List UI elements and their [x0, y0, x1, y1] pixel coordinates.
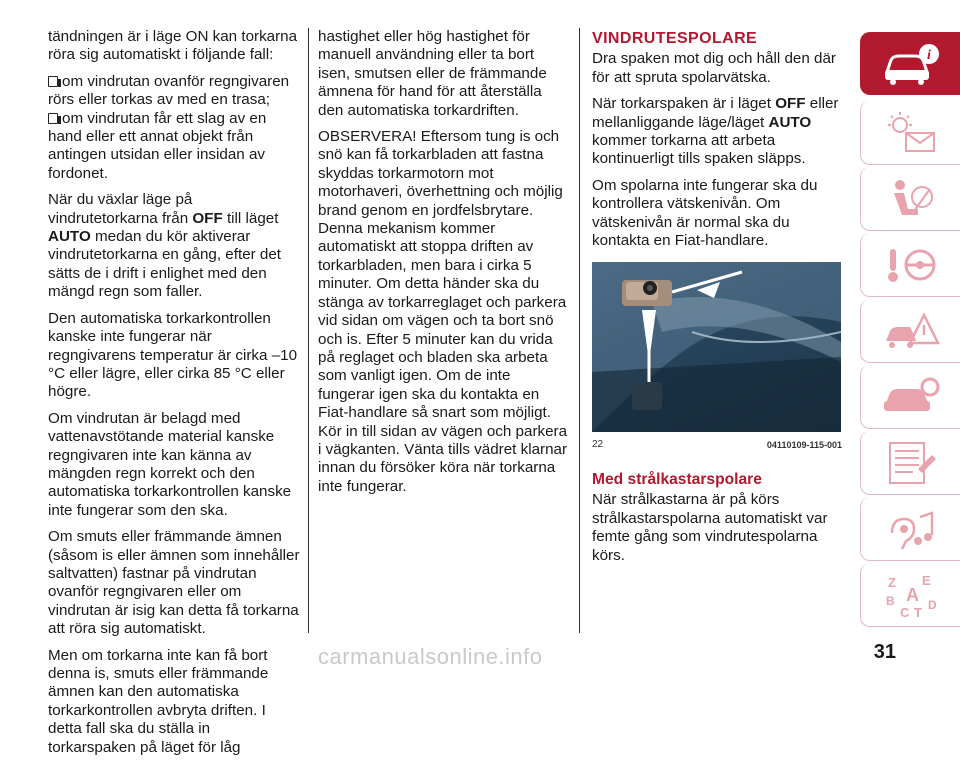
paragraph: Men om torkarna inte kan få bort denna is, smuts eller främmande ämnen kan den automatiska torkarkontrollen avbryta driften. I detta fall ska du ställa in torkarspaken på läget för låg: [48, 646, 269, 756]
paragraph: Om smuts eller främmande ämnen (såsom is eller ämnen som innehåller saltvatten) fastnar på vindrutan ovanför regngivaren eller om vindrutan är isig kan detta få torkarna att röra sig automatiskt.: [48, 528, 300, 638]
column-divider-2: [579, 28, 580, 633]
tab-index[interactable]: [860, 563, 960, 627]
figure-number: 22: [592, 439, 604, 451]
car-info-icon: [877, 40, 943, 88]
multimedia-icon: [878, 505, 944, 553]
auto-label: AUTO: [768, 113, 812, 131]
bullet-icon: [48, 113, 58, 124]
text-column-1: [48, 28, 300, 765]
off-label: OFF: [775, 95, 806, 113]
paragraph: När du växlar läge på vindrutetorkarna från OFF till läget AUTO medan du kör aktiverar vindrutetorkarna en gång, efter det sätts de i drift i enlighet med den mängd regn som faller.: [48, 191, 282, 301]
warning-lights-icon: [878, 109, 944, 157]
subheading: Med strålkastarspolare: [592, 470, 762, 488]
chapter-tabs: [856, 32, 960, 629]
tab-maintenance[interactable]: [860, 365, 960, 429]
svg-text:D: D: [927, 597, 937, 612]
maintenance-icon: [878, 373, 944, 421]
auto-label: AUTO: [48, 228, 91, 246]
tab-warning-lights[interactable]: [860, 101, 960, 165]
bullet-item: om vindrutan ovanför regngivaren rörs eller torkas av med en trasa;: [48, 72, 290, 109]
paragraph: hastighet eller hög hastighet för manuell användning eller ta bort isen, smutsen eller de främmande ämnena för hand för att återställa den automatiska torkardriften.: [318, 28, 547, 119]
paragraph: När strålkastarna är på körs strålkastarspolarna automatiskt var femte gång som vindrutespolarna körs.: [592, 491, 828, 564]
bullet-item: om vindrutan får ett slag av en hand eller ett annat objekt från antingen utsidan eller insidan av fordonet.: [48, 109, 267, 182]
svg-text:Z: Z: [887, 574, 896, 590]
tab-emergency[interactable]: [860, 299, 960, 363]
svg-text:T: T: [913, 604, 922, 619]
paragraph: tändningen är i läge ON kan torkarna röra sig automatiskt i följande fall:: [48, 28, 298, 64]
tab-driving[interactable]: [860, 233, 960, 297]
watermark: carmanualsonline.info: [318, 644, 543, 669]
washer-nozzle-photo: [592, 262, 841, 432]
breakdown-icon: [878, 307, 944, 355]
page-number: 31: [873, 641, 896, 663]
steering-wheel-icon: [878, 241, 944, 289]
bullet-icon: [48, 76, 58, 87]
svg-text:C: C: [899, 604, 909, 619]
warning-paragraph: OBSERVERA! Eftersom tung is och snö kan få torkarbladen att fastna skyddas torkarmotorn mot motorhaveri, överhettning och möjlig brand genom en jordfelsbrytare. Denna mekanism kommer automatiskt att stoppa driften av torkarbladen, men bara i cirka 5 minuter. Om detta händer ska du stänga av torkarreglaget och parkera vid sidan om vägen och ta bort snö och is. Efter 5 minuter kan du vrida på reglaget och bladen ska arbeta som vanligt igen. Om de inte fungerar igen ska du kontakta en Fiat-handlare så snart som möjligt. Kör in till sidan av vägen och parkera i vägkanten. Vänta tills vädret klarnar innan du försöker köra när torkarna inte fungerar.: [318, 128, 568, 495]
technical-data-icon: [878, 439, 944, 487]
airbag-seat-icon: [878, 175, 944, 223]
paragraph: Dra spaken mot dig och håll den där för att spruta spolarvätska.: [592, 50, 836, 86]
svg-text:i: i: [927, 47, 931, 63]
paragraph: När torkarspaken är i läget OFF eller mellanliggande läge/läget AUTO kommer torkarna att arbeta kontinuerligt tills spaken släpps.: [592, 95, 839, 168]
washer-nozzle-illustration: [592, 262, 841, 432]
index-icon: [878, 571, 944, 619]
paragraph: Om spolarna inte fungerar ska du kontrollera vätskenivån. Om vätskenivån är normal ska du kontakta en Fiat-handlare.: [592, 176, 818, 250]
text-column-2: [318, 28, 570, 504]
tab-multimedia[interactable]: [860, 497, 960, 561]
figure-code: 04110109-115-001: [766, 440, 842, 451]
tab-safety[interactable]: [860, 167, 960, 231]
svg-text:B: B: [885, 593, 895, 608]
tab-car-info[interactable]: [860, 32, 960, 95]
column-divider-1: [308, 28, 309, 633]
text-column-3: [592, 30, 842, 573]
tab-technical-data[interactable]: [860, 431, 960, 495]
paragraph: Om vindrutan är belagd med vattenavstötande material kanske regngivaren inte kan känna av mängden regn korrekt och den automatiska torkarkontrollen kanske inte fungerar som den ska.: [48, 409, 292, 519]
section-heading: VINDRUTESPOLARE: [592, 30, 758, 47]
svg-text:E: E: [921, 572, 931, 588]
figure-caption: [592, 436, 842, 454]
svg-text:A: A: [905, 584, 919, 605]
paragraph: Den automatiska torkarkontrollen kanske inte fungerar när regngivarens temperatur är cirka –10 °C eller lägre, eller cirka 85 °C eller högre.: [48, 309, 298, 401]
off-label: OFF: [192, 209, 223, 227]
